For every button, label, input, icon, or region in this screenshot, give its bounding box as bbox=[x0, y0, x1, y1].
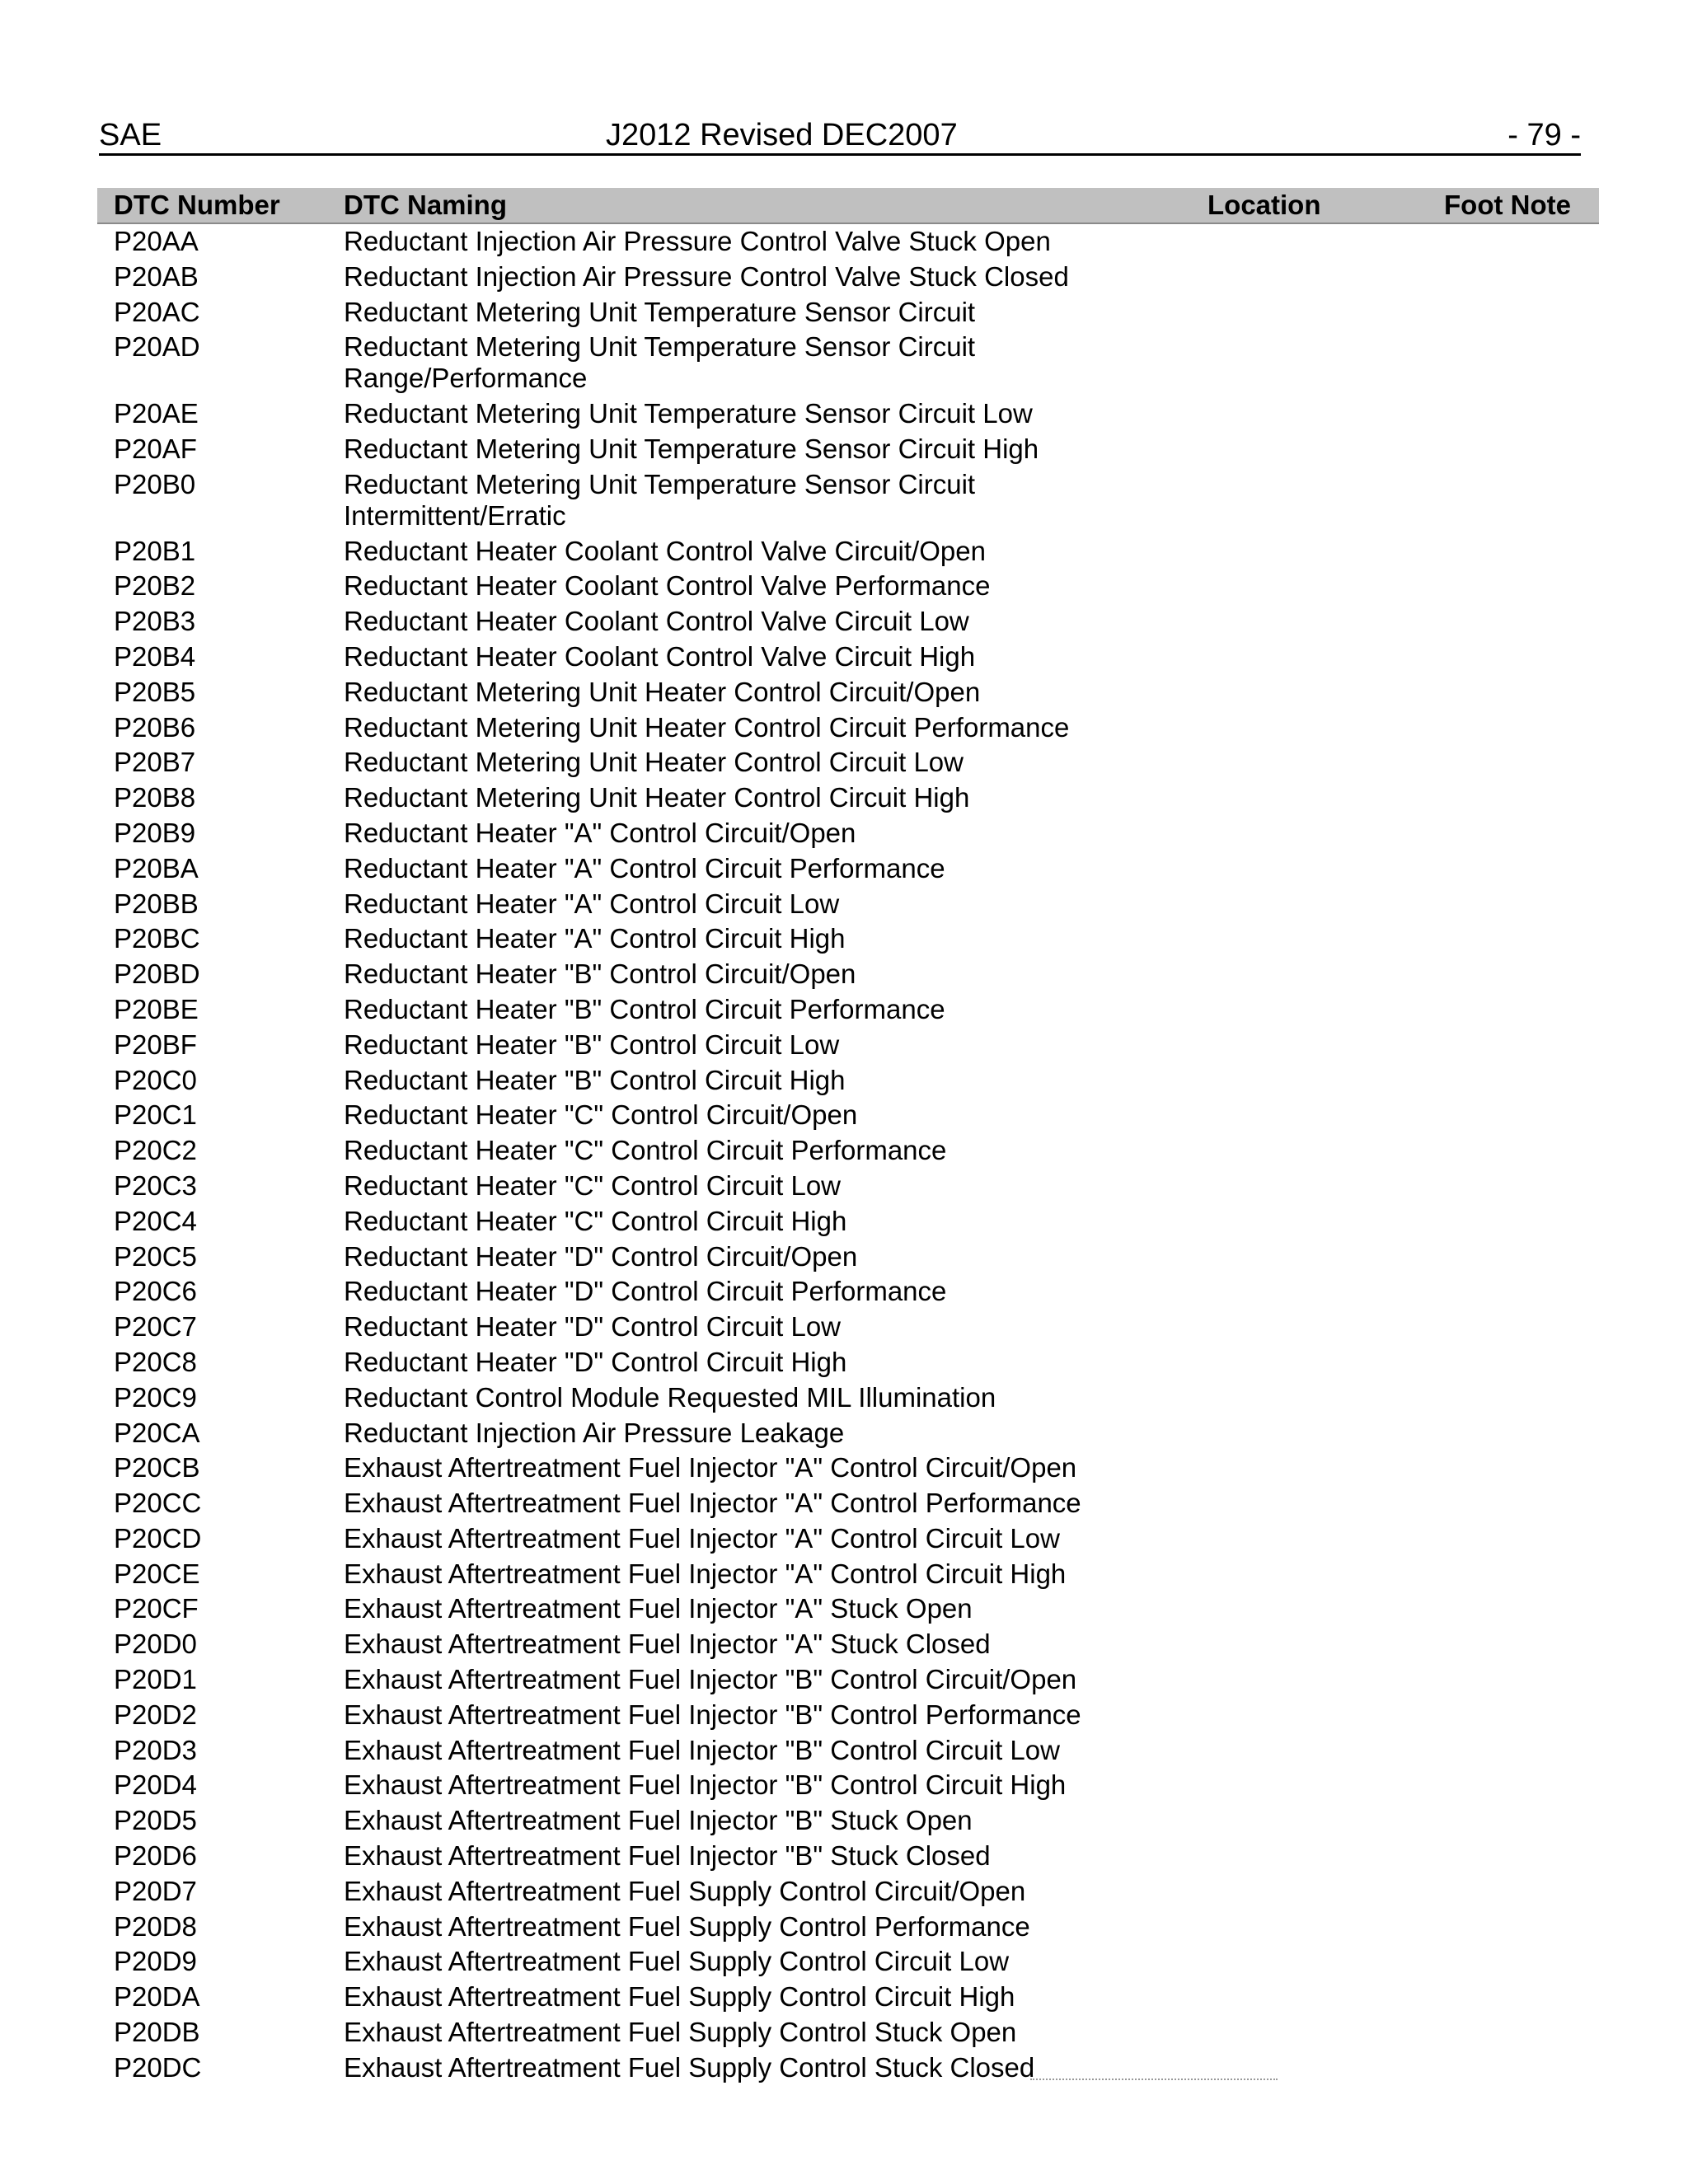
dtc-code: P20C7 bbox=[114, 1311, 197, 1343]
dtc-code: P20D4 bbox=[114, 1769, 197, 1801]
table-row bbox=[97, 1558, 1599, 1594]
dtc-description: Reductant Control Module Requested MIL Illumination bbox=[344, 1381, 996, 1413]
table-row bbox=[97, 1735, 1599, 1770]
table-row bbox=[97, 1840, 1599, 1876]
table-row bbox=[97, 1664, 1599, 1699]
dtc-code: P20D2 bbox=[114, 1699, 197, 1730]
table-row bbox=[97, 1135, 1599, 1170]
dtc-description: Exhaust Aftertreatment Fuel Supply Control Circuit/Open bbox=[344, 1875, 1026, 1906]
table-row bbox=[97, 1241, 1599, 1277]
table-row bbox=[97, 1981, 1599, 2017]
dtc-description: Exhaust Aftertreatment Fuel Supply Control Stuck Closed bbox=[344, 2051, 1035, 2083]
footer-divider bbox=[1030, 2079, 1278, 2080]
dtc-code: P20AE bbox=[114, 398, 199, 429]
dtc-description: Exhaust Aftertreatment Fuel Injector "A" Stuck Open bbox=[344, 1593, 973, 1624]
table-row bbox=[97, 1593, 1599, 1629]
table-row bbox=[97, 747, 1599, 782]
table-row bbox=[97, 1488, 1599, 1523]
dtc-code: P20D9 bbox=[114, 1946, 197, 1977]
table-row bbox=[97, 1805, 1599, 1840]
table-row bbox=[97, 2017, 1599, 2052]
dtc-description: Exhaust Aftertreatment Fuel Injector "B" Control Circuit/Open bbox=[344, 1664, 1077, 1695]
dtc-description: Reductant Metering Unit Temperature Sensor Circuit Range/Performance bbox=[344, 331, 976, 394]
dtc-description: Exhaust Aftertreatment Fuel Injector "B" Stuck Open bbox=[344, 1805, 973, 1836]
dtc-code: P20C9 bbox=[114, 1381, 197, 1413]
table-row bbox=[97, 297, 1599, 332]
dtc-description: Exhaust Aftertreatment Fuel Injector "A" Stuck Closed bbox=[344, 1629, 991, 1660]
dtc-code: P20C5 bbox=[114, 1240, 197, 1272]
dtc-code: P20AA bbox=[114, 226, 199, 256]
table-row bbox=[97, 536, 1599, 571]
table-row bbox=[97, 677, 1599, 712]
table-row bbox=[97, 261, 1599, 297]
table-header-row bbox=[97, 188, 1599, 224]
dtc-code: P20C4 bbox=[114, 1205, 197, 1236]
table-row bbox=[97, 398, 1599, 434]
dtc-description: Reductant Metering Unit Heater Control Circuit Low bbox=[344, 747, 964, 778]
table-row bbox=[97, 888, 1599, 924]
dtc-description: Reductant Heater "A" Control Circuit High bbox=[344, 923, 846, 954]
dtc-code: P20BD bbox=[114, 958, 200, 990]
table-row bbox=[97, 1029, 1599, 1065]
dtc-description: Reductant Heater Coolant Control Valve Circuit High bbox=[344, 640, 976, 672]
dtc-description: Reductant Heater "A" Control Circuit Performance bbox=[344, 852, 945, 883]
table-row bbox=[97, 226, 1599, 261]
dtc-code: P20DB bbox=[114, 2017, 200, 2048]
dtc-description: Reductant Heater Coolant Control Valve Performance bbox=[344, 570, 991, 602]
table-row bbox=[97, 1946, 1599, 1981]
dtc-description: Exhaust Aftertreatment Fuel Injector "A" Control Circuit/Open bbox=[344, 1452, 1077, 1483]
dtc-code: P20B9 bbox=[114, 817, 196, 848]
table-row bbox=[97, 923, 1599, 958]
dtc-code: P20D5 bbox=[114, 1805, 197, 1836]
dtc-code: P20BA bbox=[114, 852, 199, 883]
dtc-description: Reductant Heater "B" Control Circuit/Open bbox=[344, 958, 856, 990]
dtc-code: P20BF bbox=[114, 1029, 197, 1060]
dtc-description: Reductant Heater Coolant Control Valve Circuit Low bbox=[344, 606, 969, 637]
table-row bbox=[97, 1629, 1599, 1664]
table-row bbox=[97, 782, 1599, 818]
dtc-code: P20D6 bbox=[114, 1840, 197, 1872]
table-row bbox=[97, 1347, 1599, 1382]
dtc-description: Reductant Heater "D" Control Circuit Low bbox=[344, 1311, 842, 1343]
dtc-code: P20B0 bbox=[114, 468, 196, 499]
table-row bbox=[97, 1382, 1599, 1418]
dtc-description: Reductant Heater "A" Control Circuit/Open bbox=[344, 817, 856, 848]
table-row bbox=[97, 1065, 1599, 1100]
dtc-description: Reductant Metering Unit Heater Control Circuit/Open bbox=[344, 676, 981, 707]
table-row bbox=[97, 434, 1599, 469]
dtc-code: P20D3 bbox=[114, 1734, 197, 1765]
dtc-description: Exhaust Aftertreatment Fuel Injector "B" Control Circuit Low bbox=[344, 1734, 1060, 1765]
dtc-code: P20AC bbox=[114, 296, 200, 327]
dtc-description: Exhaust Aftertreatment Fuel Injector "A" Control Circuit Low bbox=[344, 1522, 1060, 1554]
dtc-code: P20CF bbox=[114, 1593, 199, 1624]
dtc-code: P20D1 bbox=[114, 1664, 197, 1695]
dtc-code: P20CB bbox=[114, 1452, 200, 1483]
table-row bbox=[97, 1769, 1599, 1805]
dtc-table bbox=[97, 188, 1599, 2088]
dtc-description: Reductant Heater "C" Control Circuit/Open bbox=[344, 1099, 858, 1131]
table-row bbox=[97, 606, 1599, 641]
header-page-number: - 79 - bbox=[1507, 118, 1581, 152]
dtc-code: P20AD bbox=[114, 331, 200, 363]
dtc-code: P20CE bbox=[114, 1558, 200, 1589]
column-header-location: Location bbox=[1207, 190, 1321, 220]
dtc-code: P20CD bbox=[114, 1522, 202, 1554]
dtc-description: Reductant Metering Unit Heater Control Circuit High bbox=[344, 782, 970, 813]
table-row bbox=[97, 641, 1599, 677]
dtc-description: Reductant Heater "D" Control Circuit/Open bbox=[344, 1240, 858, 1272]
dtc-code: P20BE bbox=[114, 993, 199, 1024]
dtc-description: Exhaust Aftertreatment Fuel Supply Control Circuit Low bbox=[344, 1946, 1010, 1977]
dtc-description: Reductant Heater "B" Control Circuit High bbox=[344, 1064, 846, 1095]
dtc-description: Reductant Metering Unit Temperature Sensor Circuit Intermittent/Erratic bbox=[344, 468, 976, 531]
dtc-description: Reductant Metering Unit Temperature Sensor Circuit High bbox=[344, 433, 1039, 464]
table-body bbox=[97, 226, 1599, 2088]
dtc-description: Exhaust Aftertreatment Fuel Injector "B" Control Circuit High bbox=[344, 1769, 1067, 1801]
dtc-code: P20B3 bbox=[114, 606, 196, 637]
table-row bbox=[97, 1418, 1599, 1453]
dtc-code: P20C8 bbox=[114, 1346, 197, 1377]
dtc-description: Reductant Heater "C" Control Circuit Performance bbox=[344, 1135, 947, 1166]
table-row bbox=[97, 1876, 1599, 1911]
dtc-description: Exhaust Aftertreatment Fuel Injector "B" Stuck Closed bbox=[344, 1840, 991, 1872]
dtc-code: P20C2 bbox=[114, 1135, 197, 1166]
table-row bbox=[97, 1170, 1599, 1206]
dtc-code: P20AF bbox=[114, 433, 197, 464]
dtc-code: P20DC bbox=[114, 2051, 202, 2083]
dtc-description: Reductant Heater "B" Control Circuit Low bbox=[344, 1029, 840, 1060]
column-header-dtc-naming: DTC Naming bbox=[344, 190, 507, 220]
dtc-code: P20B7 bbox=[114, 747, 196, 778]
column-header-foot-note: Foot Note bbox=[1444, 190, 1571, 220]
dtc-description: Reductant Heater Coolant Control Valve Circuit/Open bbox=[344, 535, 986, 566]
dtc-description: Reductant Heater "C" Control Circuit Low bbox=[344, 1169, 842, 1201]
dtc-code: P20D0 bbox=[114, 1629, 197, 1660]
dtc-code: P20B4 bbox=[114, 640, 196, 672]
table-row bbox=[97, 1911, 1599, 1947]
page-header bbox=[99, 117, 1581, 156]
dtc-description: Reductant Heater "D" Control Circuit High bbox=[344, 1346, 847, 1377]
table-row bbox=[97, 469, 1599, 536]
dtc-code: P20BB bbox=[114, 888, 199, 919]
dtc-code: P20DA bbox=[114, 1981, 200, 2013]
header-document-id: J2012 Revised DEC2007 bbox=[606, 118, 958, 152]
dtc-code: P20B5 bbox=[114, 676, 196, 707]
column-header-dtc-number: DTC Number bbox=[114, 190, 280, 220]
table-row bbox=[97, 994, 1599, 1029]
dtc-description: Exhaust Aftertreatment Fuel Injector "A" Control Performance bbox=[344, 1488, 1081, 1519]
dtc-description: Reductant Heater "A" Control Circuit Low bbox=[344, 888, 840, 919]
dtc-code: P20B1 bbox=[114, 535, 196, 566]
dtc-description: Exhaust Aftertreatment Fuel Injector "A" Control Circuit High bbox=[344, 1558, 1067, 1589]
dtc-code: P20D7 bbox=[114, 1875, 197, 1906]
table-row bbox=[97, 1276, 1599, 1311]
table-row bbox=[97, 570, 1599, 606]
dtc-code: P20BC bbox=[114, 923, 200, 954]
table-row bbox=[97, 1452, 1599, 1488]
table-row bbox=[97, 1099, 1599, 1135]
table-row bbox=[97, 1311, 1599, 1347]
dtc-code: P20C6 bbox=[114, 1276, 197, 1307]
dtc-description: Reductant Heater "B" Control Circuit Performance bbox=[344, 993, 945, 1024]
dtc-code: P20D8 bbox=[114, 1910, 197, 1942]
table-row bbox=[97, 1699, 1599, 1735]
dtc-code: P20C1 bbox=[114, 1099, 197, 1131]
dtc-code: P20C0 bbox=[114, 1064, 197, 1095]
table-row bbox=[97, 853, 1599, 888]
dtc-description: Exhaust Aftertreatment Fuel Injector "B" Control Performance bbox=[344, 1699, 1081, 1730]
dtc-code: P20B8 bbox=[114, 782, 196, 813]
dtc-description: Reductant Metering Unit Temperature Sensor Circuit Low bbox=[344, 398, 1033, 429]
dtc-description: Reductant Metering Unit Heater Control Circuit Performance bbox=[344, 711, 1070, 743]
table-row bbox=[97, 818, 1599, 853]
dtc-description: Reductant Injection Air Pressure Control Valve Stuck Closed bbox=[344, 260, 1069, 292]
dtc-description: Exhaust Aftertreatment Fuel Supply Control Stuck Open bbox=[344, 2017, 1017, 2048]
table-row bbox=[97, 331, 1599, 398]
dtc-description: Reductant Heater "D" Control Circuit Performance bbox=[344, 1276, 947, 1307]
dtc-code: P20CA bbox=[114, 1417, 200, 1448]
dtc-code: P20C3 bbox=[114, 1169, 197, 1201]
table-row bbox=[97, 712, 1599, 748]
dtc-description: Exhaust Aftertreatment Fuel Supply Control Circuit High bbox=[344, 1981, 1015, 2013]
dtc-code: P20B2 bbox=[114, 570, 196, 602]
table-row bbox=[97, 1206, 1599, 1241]
header-org: SAE bbox=[99, 118, 162, 152]
dtc-description: Exhaust Aftertreatment Fuel Supply Control Performance bbox=[344, 1910, 1030, 1942]
table-row bbox=[97, 1523, 1599, 1558]
dtc-description: Reductant Heater "C" Control Circuit High bbox=[344, 1205, 847, 1236]
dtc-code: P20AB bbox=[114, 260, 199, 292]
dtc-code: P20B6 bbox=[114, 711, 196, 743]
table-row bbox=[97, 958, 1599, 994]
dtc-code: P20CC bbox=[114, 1488, 202, 1519]
dtc-description: Reductant Injection Air Pressure Leakage bbox=[344, 1417, 845, 1448]
dtc-description: Reductant Injection Air Pressure Control Valve Stuck Open bbox=[344, 226, 1051, 256]
dtc-description: Reductant Metering Unit Temperature Sensor Circuit bbox=[344, 296, 976, 327]
table-row bbox=[97, 2052, 1599, 2088]
